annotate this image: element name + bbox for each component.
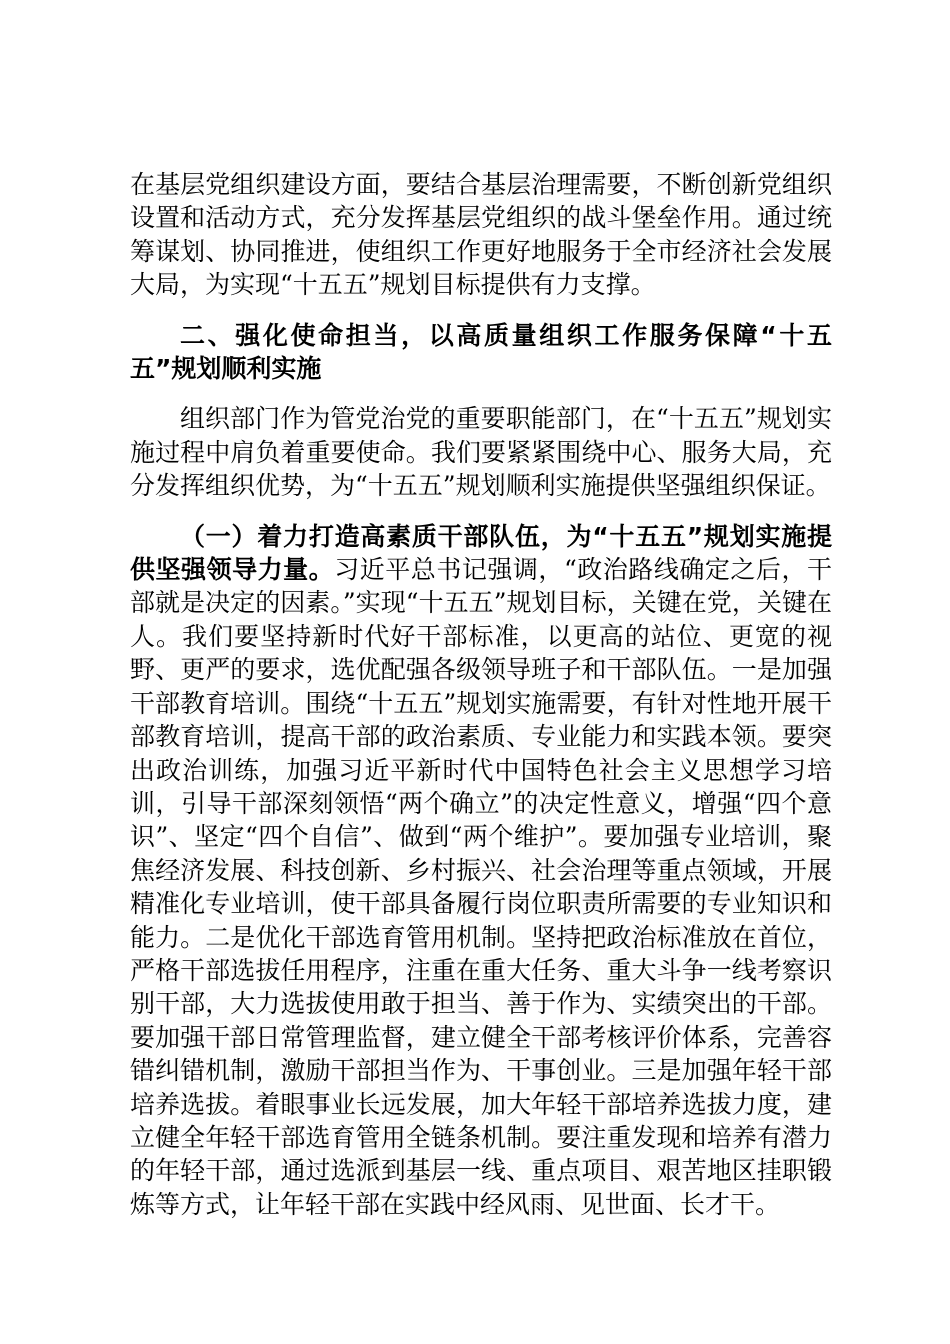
paragraph-continuation: 在基层党组织建设方面，要结合基层治理需要，不断创新党组织设置和活动方式，充分发挥基层党组织的战斗堡垒作用。通过统筹谋划、协同推进，使组织工作更好地服务于全市经济社会发展大局，为实现“十五五”规划目标提供有力支撑。	[130, 170, 832, 300]
subsection-paragraph	[130, 520, 832, 1222]
section-intro-paragraph: 组织部门作为管党治党的重要职能部门，在“十五五”规划实施过程中肩负着重要使命。我们要紧紧围绕中心、服务大局，充分发挥组织优势，为“十五五”规划顺利实施提供坚强组织保证。	[130, 404, 832, 501]
document-page	[130, 168, 832, 1221]
section-heading: 二、强化使命担当，以高质量组织工作服务保障“十五五”规划顺利实施	[130, 320, 832, 384]
subsection-body: 习近平总书记强调，“政治路线确定之后，干部就是决定的因素。”实现“十五五”规划目标，关键在党，关键在人。我们要坚持新时代好干部标准，以更高的站位、更宽的视野、更严的要求，选优配强各级领导班子和干部队伍。一是加强干部教育培训。围绕“十五五”规划实施需要，有针对性地开展干部教育培训，提高干部的政治素质、专业能力和实践本领。要突出政治训练，加强习近平新时代中国特色社会主义思想学习培训，引导干部深刻领悟“两个确立”的决定性意义，增强“四个意识”、坚定“四个自信”、做到“两个维护”。要加强专业培训，聚焦经济发展、科技创新、乡村振兴、社会治理等重点领域，开展精准化专业培训，使干部具备履行岗位职责所需要的专业知识和能力。二是优化干部选育管用机制。坚持把政治标准放在首位，严格干部选拔任用程序，注重在重大任务、重大斗争一线考察识别干部，大力选拔使用敢于担当、善于作为、实绩突出的干部。要加强干部日常管理监督，建立健全干部考核评价体系，完善容错纠错机制，激励干部担当作为、干事创业。三是加强年轻干部培养选拔。着眼事业长远发展，加大年轻干部培养选拔力度，建立健全年轻干部选育管用全链条机制。要注重发现和培养有潜力的年轻干部，通过选派到基层一线、重点项目、艰苦地区挂职锻炼等方式，让年轻干部在实践中经风雨、见世面、长才干。	[130, 555, 832, 1219]
subsection-lead: （一）着力打造高素质干部队伍，为“十五五”规划实施提供坚强领导力量。	[130, 521, 832, 585]
